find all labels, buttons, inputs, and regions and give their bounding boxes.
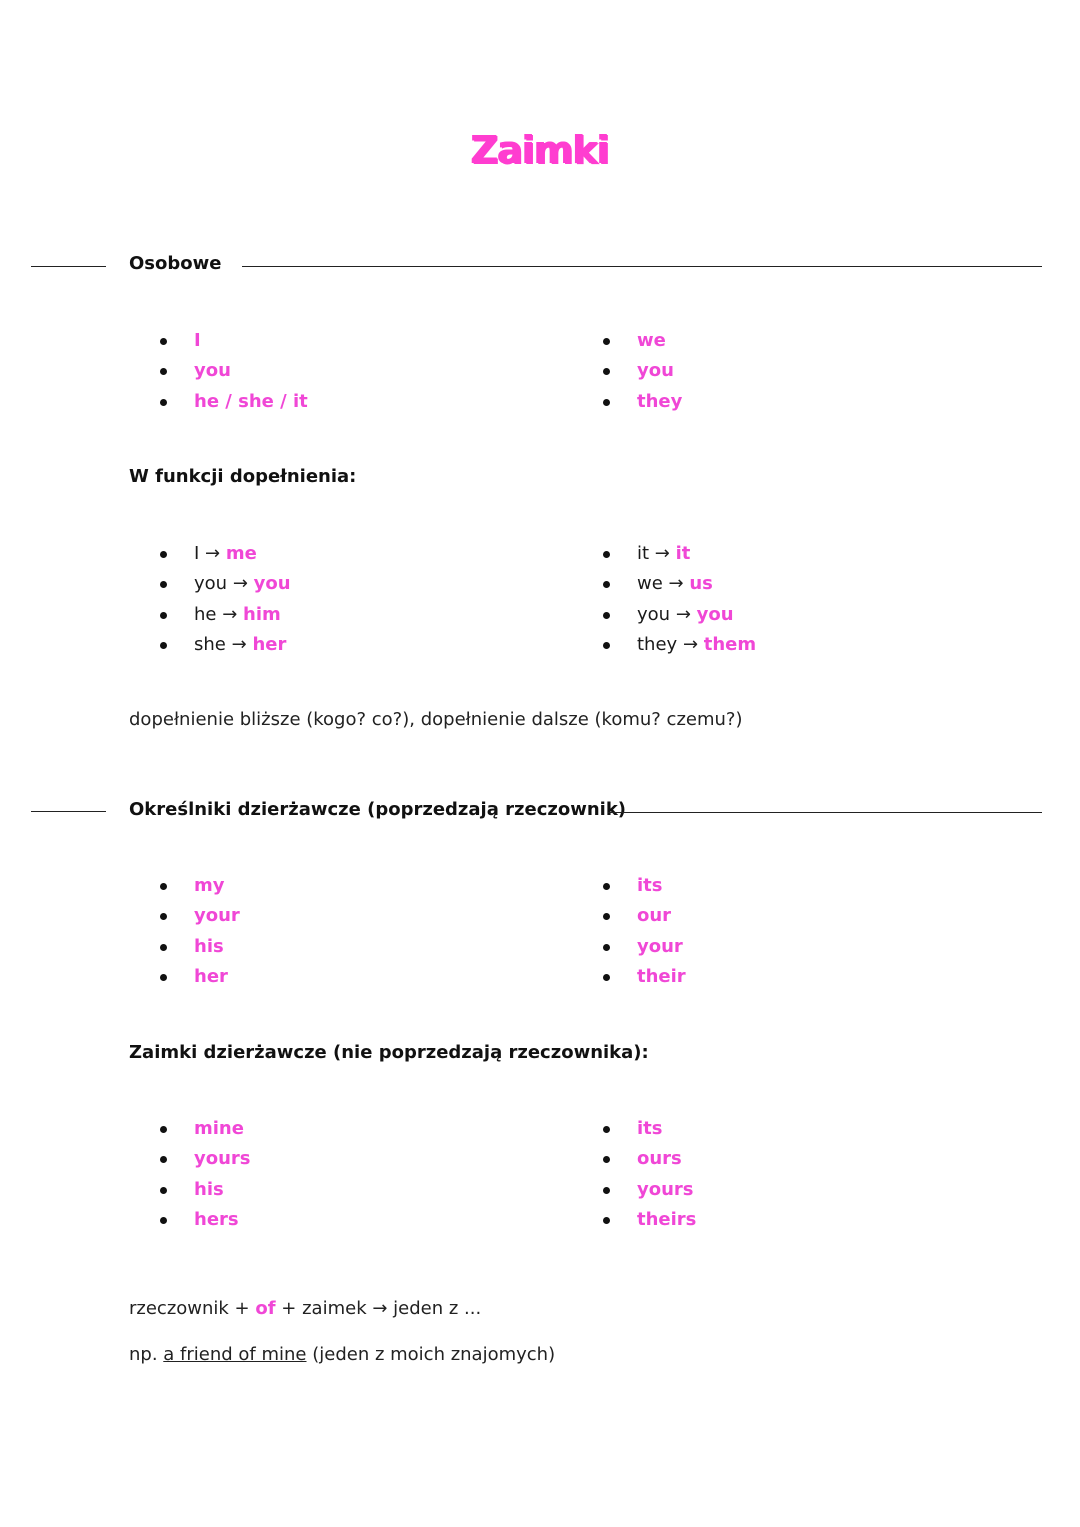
list-item: his — [194, 1175, 251, 1205]
heading-rule-left — [31, 266, 106, 267]
bullet-icon — [603, 1156, 610, 1163]
bullet-icon — [603, 883, 610, 890]
list-item: his — [194, 932, 240, 962]
okresliniki-list-right — [637, 871, 686, 992]
bullet-icon — [603, 612, 610, 619]
heading-rule-left — [31, 811, 106, 812]
heading-rule-right — [242, 266, 1042, 267]
dopelnienie-note: dopełnienie bliższe (kogo? co?), dopełnienie dalsze (komu? czemu?) — [129, 709, 743, 730]
osobowe-list-right — [637, 326, 682, 417]
bullet-icon — [603, 913, 610, 920]
list-item: you — [194, 356, 308, 386]
bullet-icon — [160, 913, 167, 920]
bullet-icon — [160, 368, 167, 375]
arrow-right-icon: → — [205, 543, 221, 564]
bullet-icon — [603, 368, 610, 375]
section-heading-okresliniki: Określniki dzierżawcze (poprzedzają rzeczownik) — [129, 799, 627, 820]
list-item: hers — [194, 1205, 251, 1235]
bullet-icon — [160, 612, 167, 619]
list-item: theirs — [637, 1205, 696, 1235]
bullet-icon — [160, 338, 167, 345]
bullet-icon — [603, 1126, 610, 1133]
heading-rule-right — [608, 812, 1042, 813]
list-item: you → you — [194, 569, 291, 599]
list-item: we — [637, 326, 682, 356]
dopelnienie-list-right — [637, 539, 756, 660]
arrow-right-icon: → — [232, 573, 248, 595]
page-title: Zaimki — [470, 128, 610, 172]
bullet-icon — [160, 974, 167, 981]
bullet-icon — [160, 883, 167, 890]
osobowe-list-left — [194, 326, 308, 417]
list-item: she → her — [194, 630, 291, 660]
bullet-icon — [160, 1126, 167, 1133]
bullet-icon — [603, 944, 610, 951]
list-item: you → you — [637, 600, 756, 630]
arrow-right-icon: → — [682, 633, 699, 655]
bullet-icon — [603, 974, 610, 981]
list-item: they → them — [637, 630, 756, 660]
bullet-icon — [160, 642, 167, 649]
list-item: her — [194, 962, 240, 992]
bullet-icon — [160, 944, 167, 951]
list-item: our — [637, 901, 686, 931]
dzierzawcze-list-left — [194, 1114, 251, 1235]
of-keyword: of — [255, 1298, 276, 1319]
example-line: np. a friend of mine (jeden z moich znajomych) — [129, 1344, 556, 1365]
arrow-right-icon: → — [654, 543, 670, 564]
section-heading-osobowe: Osobowe — [129, 253, 222, 274]
arrow-right-icon: → — [231, 633, 247, 655]
bullet-icon — [160, 581, 167, 588]
list-item: he / she / it — [194, 387, 308, 417]
list-item: he → him — [194, 600, 291, 630]
okresliniki-list-left — [194, 871, 240, 992]
list-item: ours — [637, 1144, 696, 1174]
bullet-icon — [160, 551, 167, 558]
arrow-right-icon: → — [675, 603, 691, 625]
list-item: you — [637, 356, 682, 386]
example-phrase: a friend of mine — [163, 1344, 307, 1365]
list-item: your — [637, 932, 686, 962]
bullet-icon — [603, 399, 610, 406]
list-item: its — [637, 871, 686, 901]
bullet-icon — [160, 1187, 167, 1194]
bullet-icon — [603, 581, 610, 588]
dzierzawcze-list-right — [637, 1114, 696, 1235]
list-item: I → me — [194, 539, 291, 569]
list-item: they — [637, 387, 682, 417]
bullet-icon — [160, 399, 167, 406]
list-item: its — [637, 1114, 696, 1144]
formula-line: rzeczownik + of + zaimek → jeden z ... — [129, 1298, 482, 1319]
bullet-icon — [603, 1217, 610, 1224]
list-item: yours — [194, 1144, 251, 1174]
section-heading-dzierzawcze: Zaimki dzierżawcze (nie poprzedzają rzeczownika): — [129, 1042, 649, 1063]
bullet-icon — [603, 642, 610, 649]
bullet-icon — [160, 1217, 167, 1224]
bullet-icon — [603, 551, 610, 558]
list-item: mine — [194, 1114, 251, 1144]
bullet-icon — [160, 1156, 167, 1163]
list-item: I — [194, 326, 308, 356]
list-item: it → it — [637, 539, 756, 569]
bullet-icon — [603, 338, 610, 345]
arrow-right-icon: → — [668, 573, 684, 595]
section-heading-dopelnienie: W funkcji dopełnienia: — [129, 466, 357, 487]
list-item: we → us — [637, 569, 756, 599]
arrow-right-icon: → — [222, 603, 238, 625]
list-item: my — [194, 871, 240, 901]
dopelnienie-list-left — [194, 539, 291, 660]
list-item: your — [194, 901, 240, 931]
bullet-icon — [603, 1187, 610, 1194]
list-item: their — [637, 962, 686, 992]
list-item: yours — [637, 1175, 696, 1205]
